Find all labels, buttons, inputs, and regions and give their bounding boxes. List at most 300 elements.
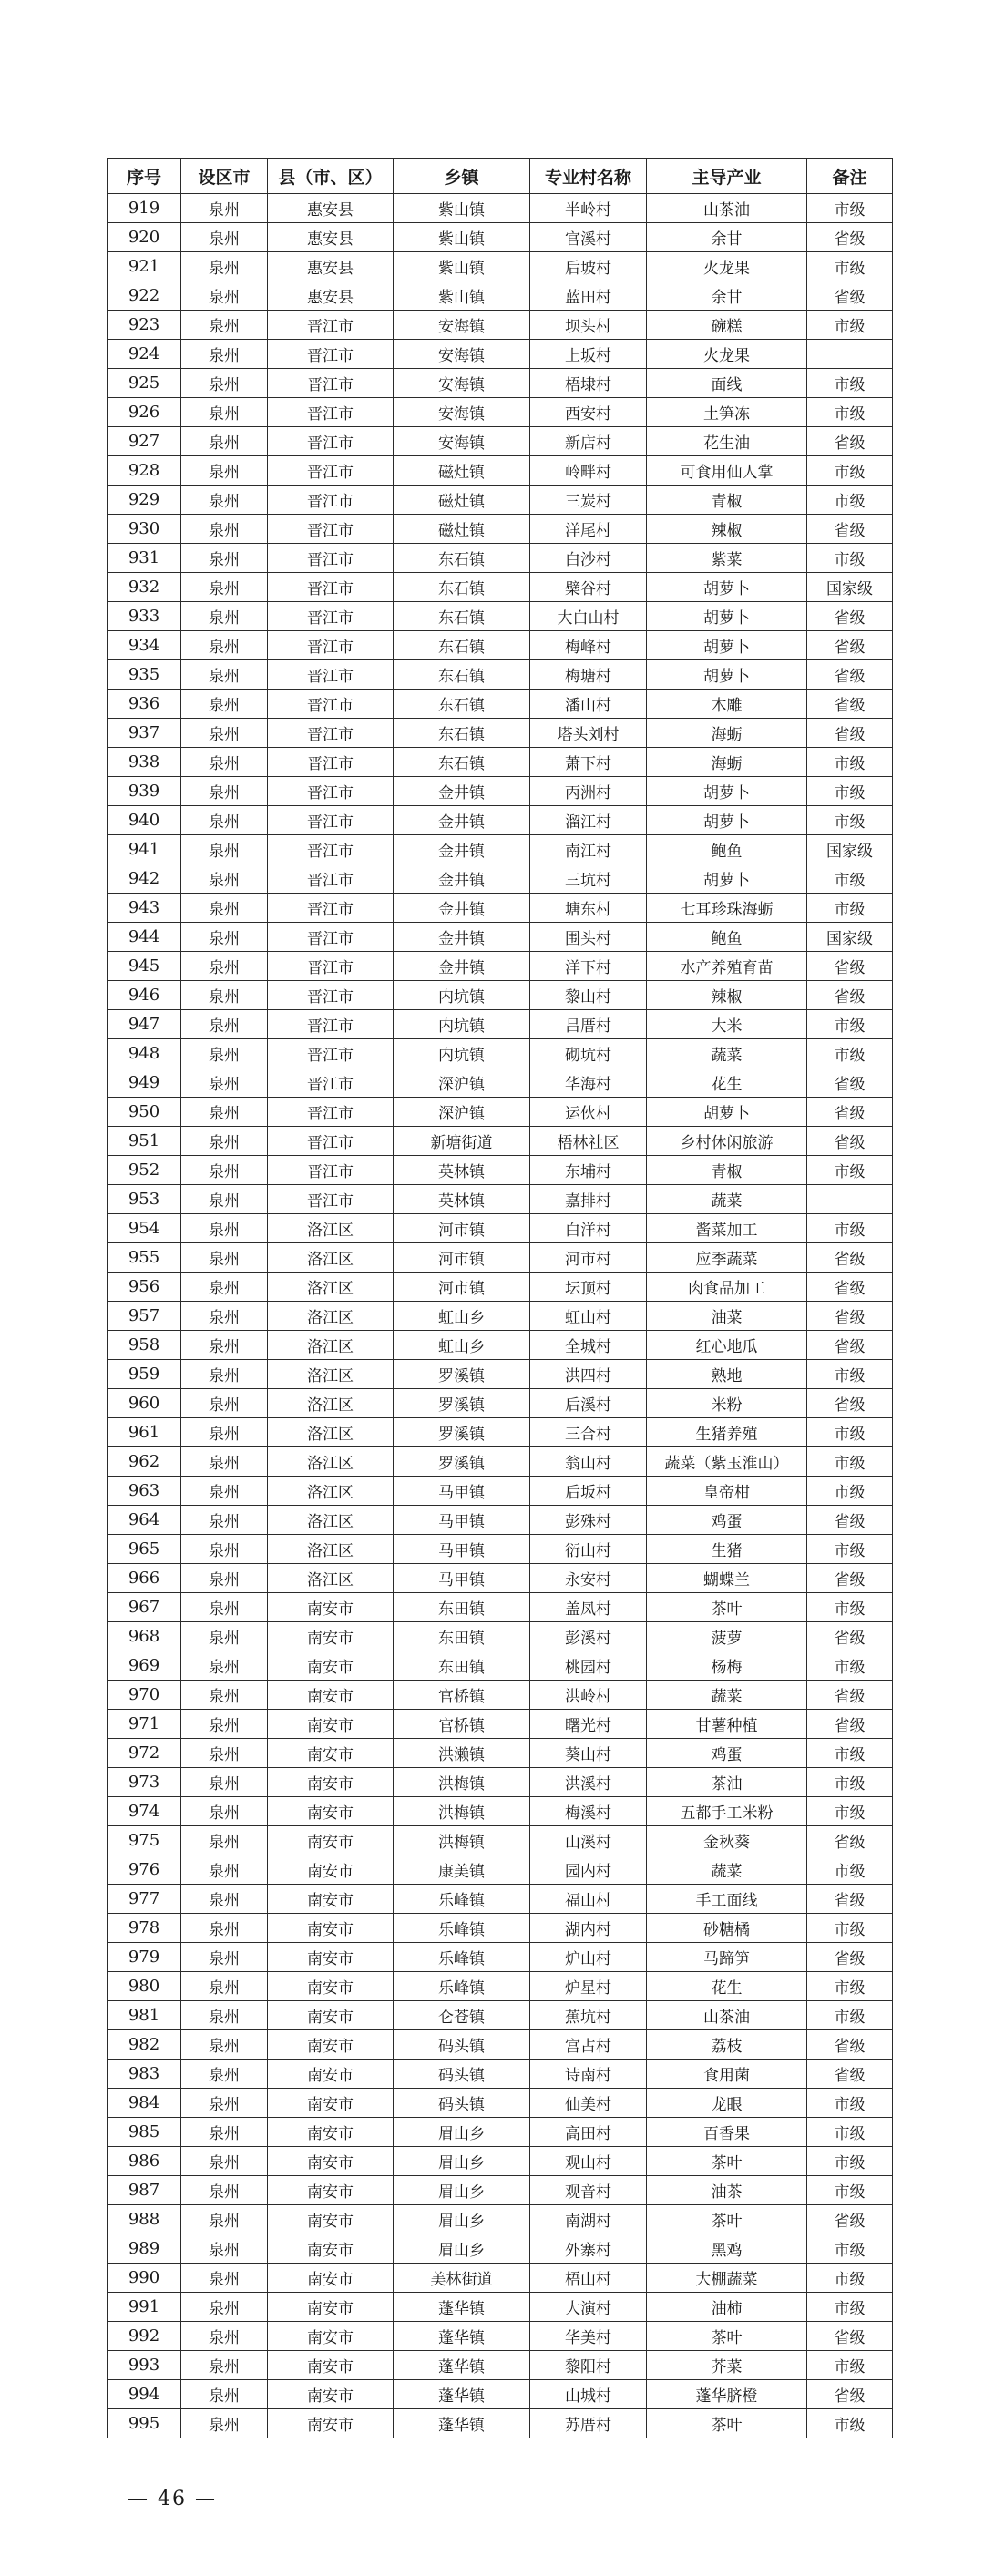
serial-cell: 953 bbox=[108, 1185, 181, 1214]
remark-cell: 省级 bbox=[807, 427, 893, 456]
table-row bbox=[108, 456, 893, 486]
industry-cell: 荔枝 bbox=[647, 2030, 807, 2060]
city-cell: 泉州 bbox=[181, 2409, 268, 2438]
village-cell: 丙洲村 bbox=[530, 777, 647, 806]
industry-cell: 蔬菜（紫玉淮山） bbox=[647, 1447, 807, 1477]
village-cell: 西安村 bbox=[530, 398, 647, 427]
table-row bbox=[108, 631, 893, 660]
table-row bbox=[108, 544, 893, 573]
township-cell: 英林镇 bbox=[394, 1156, 530, 1185]
industry-cell: 胡萝卜 bbox=[647, 631, 807, 660]
city-cell: 泉州 bbox=[181, 1506, 268, 1535]
remark-cell: 市级 bbox=[807, 777, 893, 806]
remark-cell: 省级 bbox=[807, 1389, 893, 1418]
county-cell: 晋江市 bbox=[268, 1185, 394, 1214]
county-cell: 晋江市 bbox=[268, 1156, 394, 1185]
county-cell: 晋江市 bbox=[268, 544, 394, 573]
township-cell: 眉山乡 bbox=[394, 2234, 530, 2264]
serial-cell: 926 bbox=[108, 398, 181, 427]
header-industry: 主导产业 bbox=[647, 159, 807, 194]
serial-cell: 936 bbox=[108, 690, 181, 719]
county-cell: 南安市 bbox=[268, 1681, 394, 1710]
industry-cell: 生猪 bbox=[647, 1535, 807, 1564]
village-cell: 翁山村 bbox=[530, 1447, 647, 1477]
county-cell: 南安市 bbox=[268, 2351, 394, 2380]
city-cell: 泉州 bbox=[181, 2322, 268, 2351]
industry-cell: 花生油 bbox=[647, 427, 807, 456]
table-row bbox=[108, 1477, 893, 1506]
village-cell: 洪岭村 bbox=[530, 1681, 647, 1710]
township-cell: 金井镇 bbox=[394, 952, 530, 981]
remark-cell: 省级 bbox=[807, 1943, 893, 1972]
serial-cell: 995 bbox=[108, 2409, 181, 2438]
township-cell: 马甲镇 bbox=[394, 1535, 530, 1564]
serial-cell: 967 bbox=[108, 1593, 181, 1622]
county-cell: 晋江市 bbox=[268, 398, 394, 427]
city-cell: 泉州 bbox=[181, 1651, 268, 1681]
industry-cell: 山茶油 bbox=[647, 194, 807, 223]
city-cell: 泉州 bbox=[181, 456, 268, 486]
industry-cell: 肉食品加工 bbox=[647, 1273, 807, 1302]
serial-cell: 981 bbox=[108, 2001, 181, 2030]
village-cell: 三炭村 bbox=[530, 486, 647, 515]
header-township: 乡镇 bbox=[394, 159, 530, 194]
table-row bbox=[108, 981, 893, 1010]
county-cell: 洛江区 bbox=[268, 1273, 394, 1302]
county-cell: 惠安县 bbox=[268, 223, 394, 252]
village-cell: 高田村 bbox=[530, 2118, 647, 2147]
township-cell: 内坑镇 bbox=[394, 1010, 530, 1039]
serial-cell: 977 bbox=[108, 1885, 181, 1914]
county-cell: 南安市 bbox=[268, 2264, 394, 2293]
remark-cell: 市级 bbox=[807, 2147, 893, 2176]
serial-cell: 956 bbox=[108, 1273, 181, 1302]
township-cell: 金井镇 bbox=[394, 777, 530, 806]
township-cell: 深沪镇 bbox=[394, 1068, 530, 1098]
industry-cell: 茶叶 bbox=[647, 2322, 807, 2351]
industry-cell: 胡萝卜 bbox=[647, 660, 807, 690]
remark-cell: 市级 bbox=[807, 1972, 893, 2001]
county-cell: 晋江市 bbox=[268, 573, 394, 602]
city-cell: 泉州 bbox=[181, 1943, 268, 1972]
village-cell: 葵山村 bbox=[530, 1739, 647, 1768]
county-cell: 洛江区 bbox=[268, 1302, 394, 1331]
serial-cell: 948 bbox=[108, 1039, 181, 1068]
industry-cell: 蝴蝶兰 bbox=[647, 1564, 807, 1593]
city-cell: 泉州 bbox=[181, 311, 268, 340]
village-cell: 大演村 bbox=[530, 2293, 647, 2322]
county-cell: 晋江市 bbox=[268, 748, 394, 777]
city-cell: 泉州 bbox=[181, 777, 268, 806]
township-cell: 河市镇 bbox=[394, 1273, 530, 1302]
serial-cell: 990 bbox=[108, 2264, 181, 2293]
table-row bbox=[108, 777, 893, 806]
village-cell: 全城村 bbox=[530, 1331, 647, 1360]
industry-cell: 水产养殖育苗 bbox=[647, 952, 807, 981]
village-cell: 吕厝村 bbox=[530, 1010, 647, 1039]
city-cell: 泉州 bbox=[181, 2147, 268, 2176]
table-row bbox=[108, 748, 893, 777]
city-cell: 泉州 bbox=[181, 427, 268, 456]
industry-cell: 油茶 bbox=[647, 2176, 807, 2205]
county-cell: 晋江市 bbox=[268, 1039, 394, 1068]
county-cell: 洛江区 bbox=[268, 1447, 394, 1477]
serial-cell: 931 bbox=[108, 544, 181, 573]
table-row bbox=[108, 1447, 893, 1477]
industry-cell: 砂糖橘 bbox=[647, 1914, 807, 1943]
city-cell: 泉州 bbox=[181, 1739, 268, 1768]
city-cell: 泉州 bbox=[181, 1302, 268, 1331]
industry-cell: 胡萝卜 bbox=[647, 1098, 807, 1127]
township-cell: 英林镇 bbox=[394, 1185, 530, 1214]
village-cell: 蕉坑村 bbox=[530, 2001, 647, 2030]
industry-cell: 皇帝柑 bbox=[647, 1477, 807, 1506]
industry-cell: 杨梅 bbox=[647, 1651, 807, 1681]
city-cell: 泉州 bbox=[181, 1389, 268, 1418]
industry-cell: 青椒 bbox=[647, 1156, 807, 1185]
township-cell: 紫山镇 bbox=[394, 194, 530, 223]
township-cell: 虹山乡 bbox=[394, 1302, 530, 1331]
city-cell: 泉州 bbox=[181, 1068, 268, 1098]
township-cell: 仑苍镇 bbox=[394, 2001, 530, 2030]
township-cell: 东石镇 bbox=[394, 544, 530, 573]
table-row bbox=[108, 2176, 893, 2205]
remark-cell: 省级 bbox=[807, 2060, 893, 2089]
township-cell: 东田镇 bbox=[394, 1651, 530, 1681]
township-cell: 罗溪镇 bbox=[394, 1389, 530, 1418]
village-cell: 炉星村 bbox=[530, 1972, 647, 2001]
township-cell: 内坑镇 bbox=[394, 981, 530, 1010]
serial-cell: 969 bbox=[108, 1651, 181, 1681]
table-row bbox=[108, 2205, 893, 2234]
village-cell: 围头村 bbox=[530, 923, 647, 952]
table-row bbox=[108, 2293, 893, 2322]
township-cell: 乐峰镇 bbox=[394, 1972, 530, 2001]
village-cell: 曙光村 bbox=[530, 1710, 647, 1739]
remark-cell: 省级 bbox=[807, 223, 893, 252]
county-cell: 南安市 bbox=[268, 1885, 394, 1914]
county-cell: 南安市 bbox=[268, 2030, 394, 2060]
village-cell: 蓝田村 bbox=[530, 281, 647, 311]
village-cell: 上坂村 bbox=[530, 340, 647, 369]
serial-cell: 958 bbox=[108, 1331, 181, 1360]
village-cell: 梧埭村 bbox=[530, 369, 647, 398]
city-cell: 泉州 bbox=[181, 1681, 268, 1710]
table-row bbox=[108, 1797, 893, 1826]
city-cell: 泉州 bbox=[181, 515, 268, 544]
serial-cell: 963 bbox=[108, 1477, 181, 1506]
industry-cell: 胡萝卜 bbox=[647, 806, 807, 835]
table-row bbox=[108, 515, 893, 544]
county-cell: 洛江区 bbox=[268, 1243, 394, 1273]
township-cell: 河市镇 bbox=[394, 1214, 530, 1243]
township-cell: 金井镇 bbox=[394, 894, 530, 923]
city-cell: 泉州 bbox=[181, 281, 268, 311]
county-cell: 南安市 bbox=[268, 1797, 394, 1826]
city-cell: 泉州 bbox=[181, 486, 268, 515]
remark-cell: 市级 bbox=[807, 456, 893, 486]
village-cell: 洪四村 bbox=[530, 1360, 647, 1389]
county-cell: 南安市 bbox=[268, 1593, 394, 1622]
village-cell: 檗谷村 bbox=[530, 573, 647, 602]
serial-cell: 993 bbox=[108, 2351, 181, 2380]
industry-cell: 蔬菜 bbox=[647, 1185, 807, 1214]
township-cell: 东田镇 bbox=[394, 1593, 530, 1622]
township-cell: 蓬华镇 bbox=[394, 2409, 530, 2438]
village-cell: 黎阳村 bbox=[530, 2351, 647, 2380]
village-cell: 诗南村 bbox=[530, 2060, 647, 2089]
remark-cell: 省级 bbox=[807, 1273, 893, 1302]
serial-cell: 957 bbox=[108, 1302, 181, 1331]
township-cell: 金井镇 bbox=[394, 864, 530, 894]
county-cell: 晋江市 bbox=[268, 602, 394, 631]
county-cell: 南安市 bbox=[268, 1622, 394, 1651]
township-cell: 河市镇 bbox=[394, 1243, 530, 1273]
industry-cell: 辣椒 bbox=[647, 981, 807, 1010]
table-row bbox=[108, 1972, 893, 2001]
serial-cell: 919 bbox=[108, 194, 181, 223]
table-row bbox=[108, 1331, 893, 1360]
city-cell: 泉州 bbox=[181, 1914, 268, 1943]
remark-cell: 省级 bbox=[807, 690, 893, 719]
table-row bbox=[108, 1127, 893, 1156]
serial-cell: 938 bbox=[108, 748, 181, 777]
village-cell: 塘东村 bbox=[530, 894, 647, 923]
village-cell: 湖内村 bbox=[530, 1914, 647, 1943]
township-cell: 码头镇 bbox=[394, 2030, 530, 2060]
village-cell: 三坑村 bbox=[530, 864, 647, 894]
village-cell: 萧下村 bbox=[530, 748, 647, 777]
remark-cell: 省级 bbox=[807, 1885, 893, 1914]
remark-cell: 市级 bbox=[807, 194, 893, 223]
serial-cell: 989 bbox=[108, 2234, 181, 2264]
serial-cell: 992 bbox=[108, 2322, 181, 2351]
header-remark: 备注 bbox=[807, 159, 893, 194]
township-cell: 内坑镇 bbox=[394, 1039, 530, 1068]
city-cell: 泉州 bbox=[181, 223, 268, 252]
city-cell: 泉州 bbox=[181, 1273, 268, 1302]
industry-cell: 花生 bbox=[647, 1972, 807, 2001]
serial-cell: 959 bbox=[108, 1360, 181, 1389]
county-cell: 晋江市 bbox=[268, 311, 394, 340]
industry-cell: 大棚蔬菜 bbox=[647, 2264, 807, 2293]
city-cell: 泉州 bbox=[181, 2176, 268, 2205]
township-cell: 新塘街道 bbox=[394, 1127, 530, 1156]
industry-cell: 菠萝 bbox=[647, 1622, 807, 1651]
city-cell: 泉州 bbox=[181, 2380, 268, 2409]
table-row bbox=[108, 398, 893, 427]
county-cell: 洛江区 bbox=[268, 1360, 394, 1389]
remark-cell: 市级 bbox=[807, 2089, 893, 2118]
serial-cell: 935 bbox=[108, 660, 181, 690]
county-cell: 晋江市 bbox=[268, 515, 394, 544]
remark-cell bbox=[807, 1185, 893, 1214]
table-row bbox=[108, 1098, 893, 1127]
serial-cell: 994 bbox=[108, 2380, 181, 2409]
remark-cell: 省级 bbox=[807, 660, 893, 690]
industry-cell: 马蹄笋 bbox=[647, 1943, 807, 1972]
industry-cell: 火龙果 bbox=[647, 252, 807, 281]
table-row bbox=[108, 1710, 893, 1739]
village-cell: 观山村 bbox=[530, 2147, 647, 2176]
industry-cell: 胡萝卜 bbox=[647, 573, 807, 602]
industry-cell: 海蛎 bbox=[647, 748, 807, 777]
county-cell: 晋江市 bbox=[268, 340, 394, 369]
table-row bbox=[108, 486, 893, 515]
remark-cell: 省级 bbox=[807, 631, 893, 660]
city-cell: 泉州 bbox=[181, 1185, 268, 1214]
industry-cell: 茶叶 bbox=[647, 2409, 807, 2438]
table-row bbox=[108, 2060, 893, 2089]
township-cell: 码头镇 bbox=[394, 2089, 530, 2118]
city-cell: 泉州 bbox=[181, 660, 268, 690]
industry-cell: 青椒 bbox=[647, 486, 807, 515]
table-row bbox=[108, 194, 893, 223]
county-cell: 洛江区 bbox=[268, 1477, 394, 1506]
village-cell: 彭殊村 bbox=[530, 1506, 647, 1535]
header-county: 县（市、区） bbox=[268, 159, 394, 194]
county-cell: 南安市 bbox=[268, 1826, 394, 1855]
city-cell: 泉州 bbox=[181, 602, 268, 631]
remark-cell: 市级 bbox=[807, 1010, 893, 1039]
table-row bbox=[108, 923, 893, 952]
village-cell: 塔头刘村 bbox=[530, 719, 647, 748]
city-cell: 泉州 bbox=[181, 1360, 268, 1389]
remark-cell: 市级 bbox=[807, 2264, 893, 2293]
serial-cell: 930 bbox=[108, 515, 181, 544]
village-cell: 白沙村 bbox=[530, 544, 647, 573]
table-row bbox=[108, 1622, 893, 1651]
village-cell: 坝头村 bbox=[530, 311, 647, 340]
industry-cell: 辣椒 bbox=[647, 515, 807, 544]
township-cell: 磁灶镇 bbox=[394, 515, 530, 544]
serial-cell: 974 bbox=[108, 1797, 181, 1826]
city-cell: 泉州 bbox=[181, 952, 268, 981]
village-cell: 白洋村 bbox=[530, 1214, 647, 1243]
remark-cell: 省级 bbox=[807, 1622, 893, 1651]
township-cell: 安海镇 bbox=[394, 427, 530, 456]
industry-cell: 食用菌 bbox=[647, 2060, 807, 2089]
county-cell: 晋江市 bbox=[268, 1098, 394, 1127]
township-cell: 东石镇 bbox=[394, 690, 530, 719]
township-cell: 官桥镇 bbox=[394, 1710, 530, 1739]
table-row bbox=[108, 1302, 893, 1331]
table-row bbox=[108, 1185, 893, 1214]
industry-cell: 应季蔬菜 bbox=[647, 1243, 807, 1273]
remark-cell: 市级 bbox=[807, 544, 893, 573]
city-cell: 泉州 bbox=[181, 806, 268, 835]
industry-cell: 甘薯种植 bbox=[647, 1710, 807, 1739]
county-cell: 晋江市 bbox=[268, 719, 394, 748]
industry-cell: 花生 bbox=[647, 1068, 807, 1098]
remark-cell: 市级 bbox=[807, 2351, 893, 2380]
serial-cell: 942 bbox=[108, 864, 181, 894]
remark-cell: 市级 bbox=[807, 806, 893, 835]
remark-cell: 国家级 bbox=[807, 923, 893, 952]
city-cell: 泉州 bbox=[181, 864, 268, 894]
remark-cell: 市级 bbox=[807, 2176, 893, 2205]
industry-cell: 五都手工米粉 bbox=[647, 1797, 807, 1826]
city-cell: 泉州 bbox=[181, 1535, 268, 1564]
village-cell: 坛顶村 bbox=[530, 1273, 647, 1302]
header-city: 设区市 bbox=[181, 159, 268, 194]
township-cell: 乐峰镇 bbox=[394, 1943, 530, 1972]
remark-cell: 市级 bbox=[807, 1768, 893, 1797]
remark-cell: 市级 bbox=[807, 1447, 893, 1477]
county-cell: 洛江区 bbox=[268, 1389, 394, 1418]
city-cell: 泉州 bbox=[181, 1447, 268, 1477]
county-cell: 晋江市 bbox=[268, 660, 394, 690]
township-cell: 紫山镇 bbox=[394, 281, 530, 311]
city-cell: 泉州 bbox=[181, 194, 268, 223]
city-cell: 泉州 bbox=[181, 748, 268, 777]
remark-cell: 市级 bbox=[807, 1477, 893, 1506]
serial-cell: 922 bbox=[108, 281, 181, 311]
village-cell: 后坡村 bbox=[530, 252, 647, 281]
table-row bbox=[108, 252, 893, 281]
county-cell: 南安市 bbox=[268, 2060, 394, 2089]
township-cell: 安海镇 bbox=[394, 311, 530, 340]
remark-cell: 市级 bbox=[807, 2293, 893, 2322]
township-cell: 罗溪镇 bbox=[394, 1360, 530, 1389]
table-row bbox=[108, 602, 893, 631]
village-cell: 宫占村 bbox=[530, 2030, 647, 2060]
village-cell: 洋下村 bbox=[530, 952, 647, 981]
township-cell: 眉山乡 bbox=[394, 2176, 530, 2205]
village-cell: 苏厝村 bbox=[530, 2409, 647, 2438]
remark-cell: 省级 bbox=[807, 952, 893, 981]
township-cell: 蓬华镇 bbox=[394, 2293, 530, 2322]
remark-cell: 省级 bbox=[807, 1681, 893, 1710]
serial-cell: 960 bbox=[108, 1389, 181, 1418]
township-cell: 美林街道 bbox=[394, 2264, 530, 2293]
serial-cell: 951 bbox=[108, 1127, 181, 1156]
township-cell: 罗溪镇 bbox=[394, 1447, 530, 1477]
village-cell: 嘉排村 bbox=[530, 1185, 647, 1214]
table-row bbox=[108, 1855, 893, 1885]
county-cell: 晋江市 bbox=[268, 1010, 394, 1039]
industry-cell: 茶叶 bbox=[647, 1593, 807, 1622]
city-cell: 泉州 bbox=[181, 398, 268, 427]
table-row bbox=[108, 2409, 893, 2438]
village-cell: 南江村 bbox=[530, 835, 647, 864]
serial-cell: 932 bbox=[108, 573, 181, 602]
industry-cell: 火龙果 bbox=[647, 340, 807, 369]
remark-cell: 市级 bbox=[807, 2409, 893, 2438]
city-cell: 泉州 bbox=[181, 981, 268, 1010]
table-row bbox=[108, 2118, 893, 2147]
remark-cell: 省级 bbox=[807, 1564, 893, 1593]
serial-cell: 924 bbox=[108, 340, 181, 369]
industry-cell: 手工面线 bbox=[647, 1885, 807, 1914]
township-cell: 眉山乡 bbox=[394, 2205, 530, 2234]
county-cell: 南安市 bbox=[268, 1710, 394, 1739]
county-cell: 南安市 bbox=[268, 1914, 394, 1943]
serial-cell: 933 bbox=[108, 602, 181, 631]
serial-cell: 973 bbox=[108, 1768, 181, 1797]
city-cell: 泉州 bbox=[181, 1156, 268, 1185]
city-cell: 泉州 bbox=[181, 923, 268, 952]
remark-cell: 市级 bbox=[807, 1797, 893, 1826]
table-row bbox=[108, 2030, 893, 2060]
serial-cell: 972 bbox=[108, 1739, 181, 1768]
serial-cell: 950 bbox=[108, 1098, 181, 1127]
township-cell: 蓬华镇 bbox=[394, 2322, 530, 2351]
city-cell: 泉州 bbox=[181, 369, 268, 398]
industry-cell: 熟地 bbox=[647, 1360, 807, 1389]
serial-cell: 976 bbox=[108, 1855, 181, 1885]
remark-cell bbox=[807, 340, 893, 369]
